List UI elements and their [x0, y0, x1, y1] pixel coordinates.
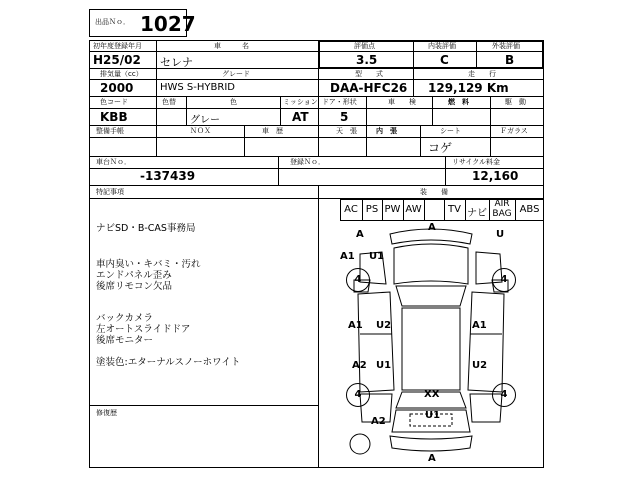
- mileage-value: 129,129 Km: [428, 81, 509, 95]
- damage-tailgate-xx: XX: [424, 389, 440, 400]
- nox-label: ＮＯＸ: [190, 127, 211, 135]
- damage-front-bumper: A: [428, 222, 436, 233]
- tire-rear-right: 4: [492, 383, 516, 407]
- damage-front-right: U: [496, 229, 505, 240]
- note-line: 左オートスライドドア: [96, 324, 191, 335]
- equipment-tv: TV: [448, 204, 461, 215]
- seat-value: コゲ: [428, 141, 453, 155]
- color-code-label: 色コード: [100, 98, 128, 106]
- damage-front-left: A: [356, 229, 364, 240]
- inspection-label: 車 検: [388, 98, 416, 106]
- first-registration-label: 初年度登録年月: [93, 42, 142, 50]
- equipment-airbag: AIR BAG: [492, 199, 512, 219]
- tire-rear-left: 4: [346, 383, 370, 407]
- car-name-value: セレナ: [160, 56, 193, 69]
- door-shape-label: ドア・形状: [322, 98, 357, 106]
- recycle-fee-label: リサイクル料金: [452, 158, 501, 166]
- chassis-number-value: -137439: [140, 169, 196, 183]
- model-code-value: DAA-HFC26: [330, 81, 408, 95]
- damage-left-rear-a2: A2: [352, 360, 367, 371]
- color-code-value: KBB: [100, 110, 128, 124]
- exterior-score-label: 外装評価: [492, 42, 520, 50]
- equipment-label: 装 備: [420, 188, 448, 196]
- exterior-score-value: B: [505, 53, 515, 67]
- grade-value: HWS S-HYBRID: [160, 82, 235, 93]
- damage-right-front-door: A1: [472, 320, 487, 331]
- evaluation-score-value: 3.5: [356, 53, 378, 67]
- note-line: 後席モニター: [96, 335, 154, 346]
- evaluation-score-label: 評価点: [354, 42, 375, 50]
- displacement-value: 2000: [100, 81, 134, 95]
- equipment-aw: AW: [405, 204, 422, 215]
- seat-label: シート: [440, 127, 461, 135]
- damage-left-front-door: A1: [348, 320, 363, 331]
- note-line: ナビSD・B-CAS事務局: [96, 223, 196, 234]
- interior-trim-label: 内 張: [376, 127, 397, 135]
- damage-left-front-door-u2: U2: [376, 320, 392, 331]
- tire-front-left: 4: [346, 268, 370, 292]
- lot-number-box: [89, 9, 196, 37]
- first-registration-value: H25/02: [93, 53, 141, 67]
- interior-score-label: 内装評価: [428, 42, 456, 50]
- notes-label: 特記事項: [96, 188, 124, 196]
- door-shape-value: 5: [340, 110, 349, 124]
- recycle-fee-value: 12,160: [472, 169, 519, 183]
- ceiling-label: 天 張: [336, 127, 357, 135]
- maintenance-record-label: 整備手帳: [96, 127, 124, 135]
- note-line: 車内臭い・キバミ・汚れ: [96, 259, 201, 270]
- displacement-label: 排気量（cc）: [100, 70, 143, 78]
- repair-history-label: 修復歴: [96, 409, 117, 417]
- damage-rear-center: A: [428, 453, 436, 464]
- color-label: 色: [230, 98, 237, 106]
- chassis-number-label: 車台Ｎｏ．: [96, 158, 131, 166]
- lot-number-label: 出品Ｎｏ．: [95, 18, 130, 26]
- equipment-ps: PS: [365, 204, 379, 215]
- transmission-label: ミッション: [283, 98, 318, 106]
- lot-number-value: 1027: [140, 12, 196, 36]
- damage-right-rear: U2: [472, 360, 488, 371]
- equipment-pw: PW: [384, 204, 401, 215]
- transmission-value: AT: [292, 110, 309, 124]
- interior-score-value: C: [440, 53, 449, 67]
- color-value: グレー: [190, 115, 220, 126]
- damage-left-fender-u1: U1: [369, 251, 385, 262]
- mileage-label: 走 行: [468, 70, 496, 78]
- equipment-abs: ABS: [519, 204, 540, 215]
- fuel-label: 燃 料: [448, 98, 469, 106]
- color-change-label: 色替: [162, 98, 176, 106]
- car-name-label: 車 名: [214, 42, 249, 50]
- damage-rear-bumper-left: A2: [371, 416, 386, 427]
- vehicle-history-label: 車 歴: [262, 127, 283, 135]
- damage-tailgate-u1: U1: [425, 410, 441, 421]
- drive-label: 駆 動: [505, 98, 526, 106]
- damage-left-rear-u1: U1: [376, 360, 392, 371]
- registration-number-label: 登録Ｎｏ．: [290, 158, 325, 166]
- note-line: 後席リモコン欠品: [96, 281, 173, 292]
- note-line: バックカメラ: [96, 313, 154, 324]
- note-line: 塗装色:エターナルスノーホワイト: [96, 357, 241, 368]
- front-glass-label: Ｆガラス: [500, 127, 528, 135]
- tire-front-right: 4: [492, 268, 516, 292]
- equipment-ac: AC: [344, 204, 358, 215]
- grade-label: グレード: [222, 70, 250, 78]
- model-code-label: 型 式: [355, 70, 383, 78]
- damage-left-fender-a1: A1: [340, 251, 355, 262]
- equipment-navi: ナビ: [467, 208, 487, 219]
- note-line: エンドパネル歪み: [96, 270, 172, 281]
